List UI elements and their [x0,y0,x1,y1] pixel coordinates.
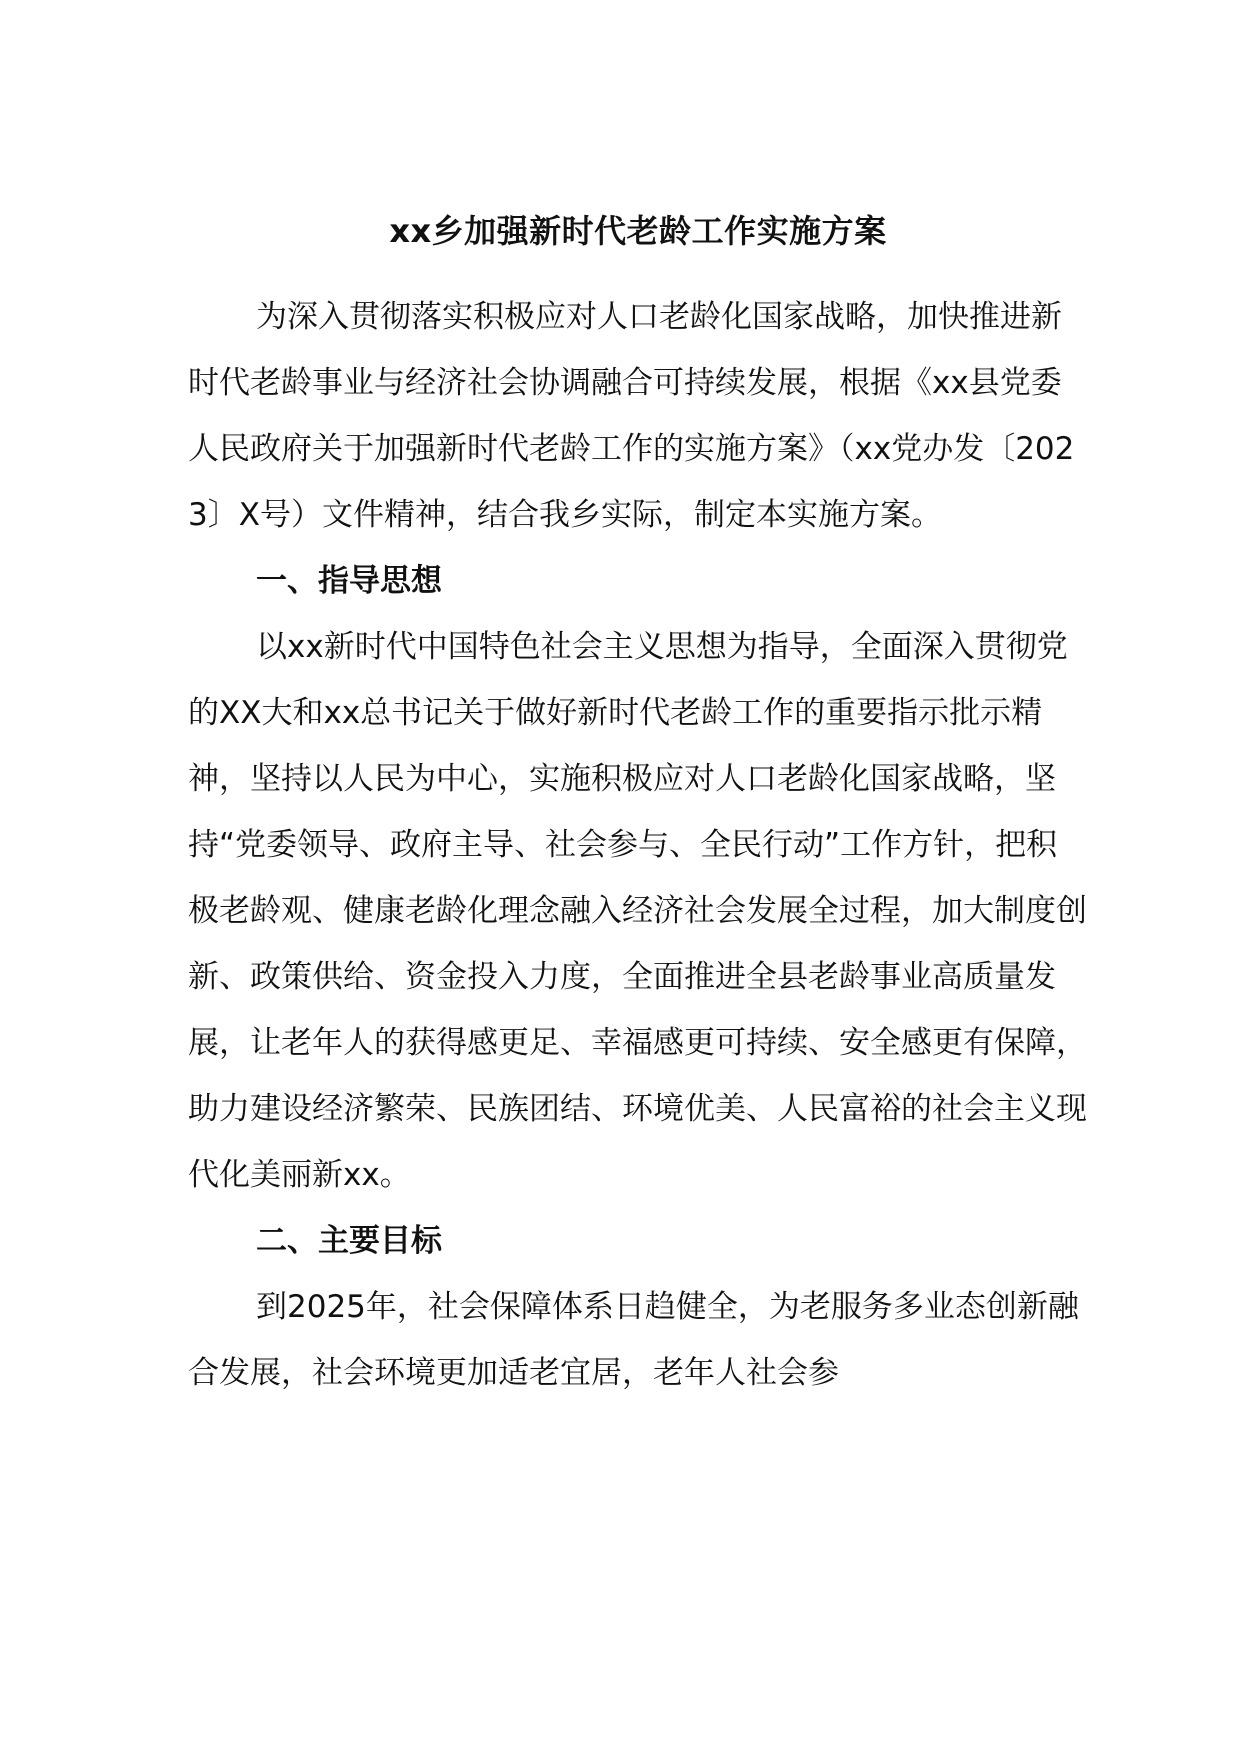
section-body-main-goals: 到2025年，社会保障体系日趋健全，为老服务多业态创新融合发展，社会环境更加适老宜居，老年人社会参 [188,1289,1079,1391]
intro-paragraph: 为深入贯彻落实积极应对人口老龄化国家战略，加快推进新时代老龄事业与经济社会协调融合可持续发展，根据《xx县党委人民政府关于加强新时代老龄工作的实施方案》（xx党办发〔2023〕X号）文件精神，结合我乡实际，制定本实施方案。 [188,299,1075,533]
section-heading-guiding-ideology: 一、指导思想 [256,563,442,599]
document-title: xx乡加强新时代老龄工作实施方案 [389,212,887,250]
section-heading-main-goals: 二、主要目标 [256,1223,442,1259]
document-body [188,200,1088,1406]
section-body-guiding-ideology: 以xx新时代中国特色社会主义思想为指导，全面深入贯彻党的XX大和xx总书记关于做好新时代老龄工作的重要指示批示精神，坚持以人民为中心，实施积极应对人口老龄化国家战略，坚持“党委领导、政府主导、社会参与、全民行动”工作方针，把积极老龄观、健康老龄化理念融入经济社会发展全过程，加大制度创新、政策供给、资金投入力度，全面推进全县老龄事业高质量发展，让老年人的获得感更足、幸福感更可持续、安全感更有保障，助力建设经济繁荣、民族团结、环境优美、人民富裕的社会主义现代化美丽新xx。 [188,629,1087,1193]
